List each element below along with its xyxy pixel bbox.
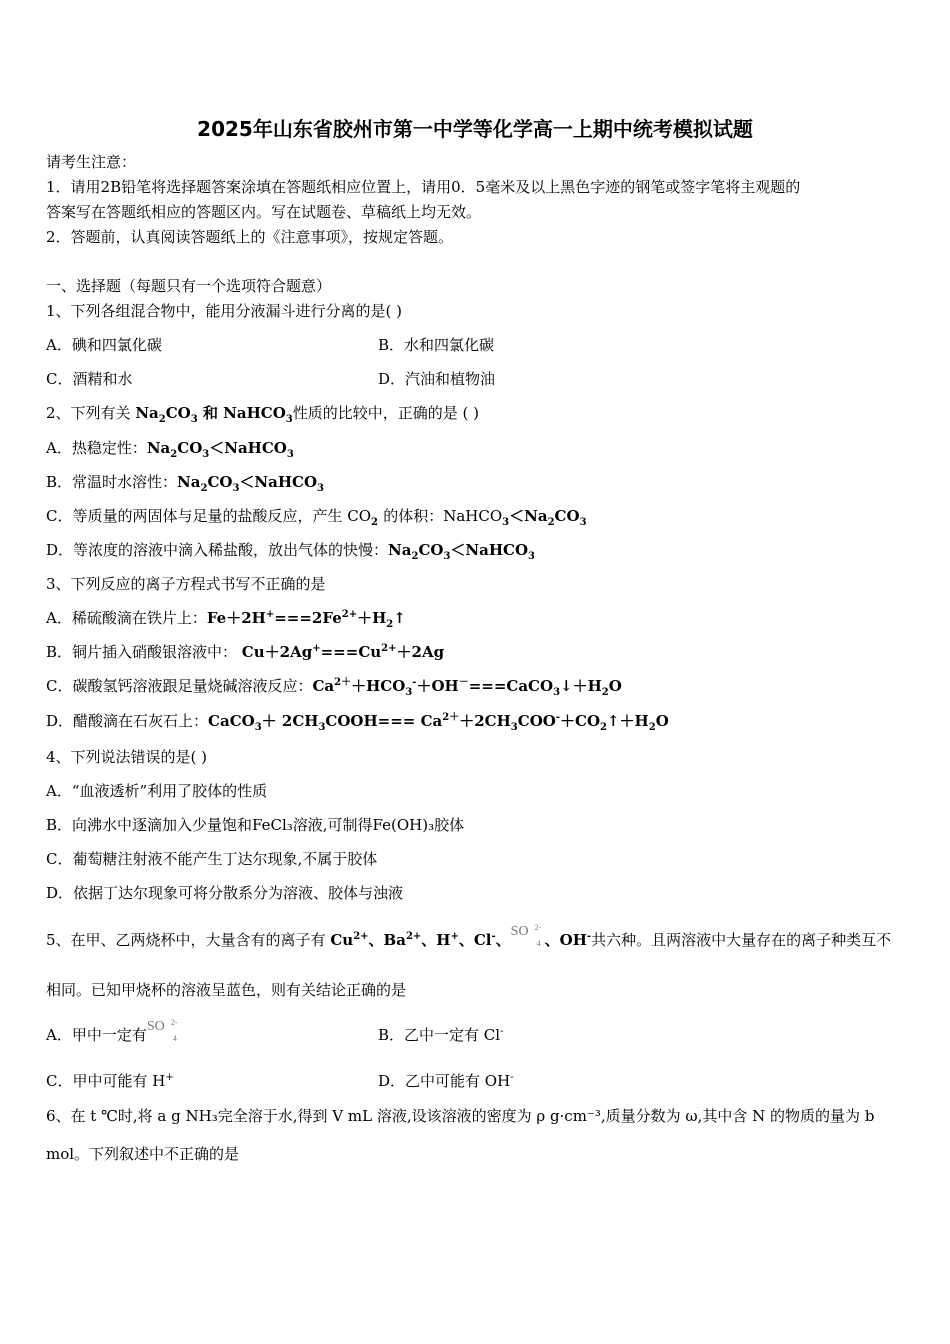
question-5-stem: 5、在甲、乙两烧杯中，大量含有的离子有 $Cu^{2+}$、$Ba^{2+}$、H+、Cl-、 SO 2- 4 、OH-共六种。且两溶液中大量存在的离子种类互不 bbox=[46, 923, 892, 949]
question-5-option-b: B．乙中一定有 Cl- bbox=[378, 1026, 504, 1044]
question-1-option-c: C．酒精和水 bbox=[46, 370, 133, 388]
question-2-option-b: B．常温时水溶性：$Na_2CO_3<NaHCO_3$ bbox=[46, 473, 324, 494]
notice-item-2: 2．答题前，认真阅读答题纸上的《注意事项》，按规定答题。 bbox=[46, 228, 454, 246]
question-3-stem: 3、下列反应的离子方程式书写不正确的是 bbox=[46, 575, 326, 593]
question-1-option-a: A．碘和四氯化碳 bbox=[46, 336, 162, 354]
question-4-option-c: C．葡萄糖注射液不能产生丁达尔现象,不属于胶体 bbox=[46, 850, 378, 868]
question-5-option-c: C．甲中可能有 H+ bbox=[46, 1072, 174, 1090]
question-4-option-a: A．“血液透析”利用了胶体的性质 bbox=[46, 782, 268, 800]
sulfate-ion-symbol: SO 2- 4 bbox=[510, 923, 542, 948]
notice-item-1: 1．请用2B铅笔将选择题答案涂填在答题纸相应位置上，请用0．5毫米及以上黑色字迹的钢笔或签字笔将主观题的 bbox=[46, 178, 801, 196]
question-1-option-d: D．汽油和植物油 bbox=[378, 370, 496, 388]
notice-heading: 请考生注意： bbox=[46, 153, 137, 171]
question-4-stem: 4、下列说法错误的是( ) bbox=[46, 748, 208, 766]
question-5-option-d: D．乙中可能有 OH- bbox=[378, 1072, 514, 1090]
question-2-stem: 2、下列有关 $Na_2CO_3$ 和 NaHCO$_3$性质的比较中，正确的是 ( ) bbox=[46, 404, 479, 425]
question-3-option-c: C．碳酸氢钙溶液跟足量烧碱溶液反应：$Ca^{2+}+HCO_3^-+OH^-===CaCO_3↓+H_2O$ bbox=[46, 677, 622, 698]
sulfate-ion-symbol: SO 2- 4 bbox=[146, 1018, 178, 1043]
question-6-stem: 6、在 t ℃时,将 a g NH₃完全溶于水,得到 V mL 溶液,设该溶液的密度为 ρ g·cm⁻³,质量分数为 ω,其中含 N 的物质的量为 b bbox=[46, 1107, 875, 1125]
question-2-option-c: C．等质量的两固体与足量的盐酸反应，产生 $CO_2$ 的体积：$NaHCO_3<Na_2CO_3$ bbox=[46, 507, 587, 528]
question-4-option-d: D．依据丁达尔现象可将分散系分为溶液、胶体与浊液 bbox=[46, 884, 404, 902]
question-6-stem-cont: mol。下列叙述中不正确的是 bbox=[46, 1145, 240, 1163]
page-title: 2025年山东省胶州市第一中学等化学高一上期中统考模拟试题 bbox=[197, 117, 753, 141]
question-5-stem-cont: 相同。已知甲烧杯的溶液呈蓝色，则有关结论正确的是 bbox=[46, 981, 407, 999]
question-5-option-a: A．甲中一定有 SO 2- 4 bbox=[46, 1025, 181, 1045]
question-1-stem: 1、下列各组混合物中，能用分液漏斗进行分离的是( ) bbox=[46, 302, 403, 320]
section-heading: 一、选择题（每题只有一个选项符合题意） bbox=[46, 277, 332, 295]
question-2-option-d: D．等浓度的溶液中滴入稀盐酸，放出气体的快慢：$Na_2CO_3<NaHCO_3$ bbox=[46, 541, 535, 562]
question-4-option-b: B．向沸水中逐滴加入少量饱和FeCl₃溶液,可制得Fe(OH)₃胶体 bbox=[46, 816, 465, 834]
notice-item-1-cont: 答案写在答题纸相应的答题区内。写在试题卷、草稿纸上均无效。 bbox=[46, 203, 482, 221]
question-3-option-d: D．醋酸滴在石灰石上：CaCO$_3$＋ $2CH_3COOH===$ $Ca^{2+}+2CH_3COO^-+CO_2↑+H_2O$ bbox=[46, 712, 669, 733]
question-1-option-b: B．水和四氯化碳 bbox=[378, 336, 495, 354]
question-2-option-a: A．热稳定性：$Na_2CO_3<NaHCO_3$ bbox=[46, 439, 294, 460]
question-3-option-b: B．铜片插入硝酸银溶液中： $Cu+2Ag^+===Cu^{2+}+2Ag$ bbox=[46, 643, 445, 661]
question-3-option-a: A．稀硫酸滴在铁片上：$Fe+2H^+===2Fe^{2+}+H_2↑$ bbox=[46, 609, 406, 630]
